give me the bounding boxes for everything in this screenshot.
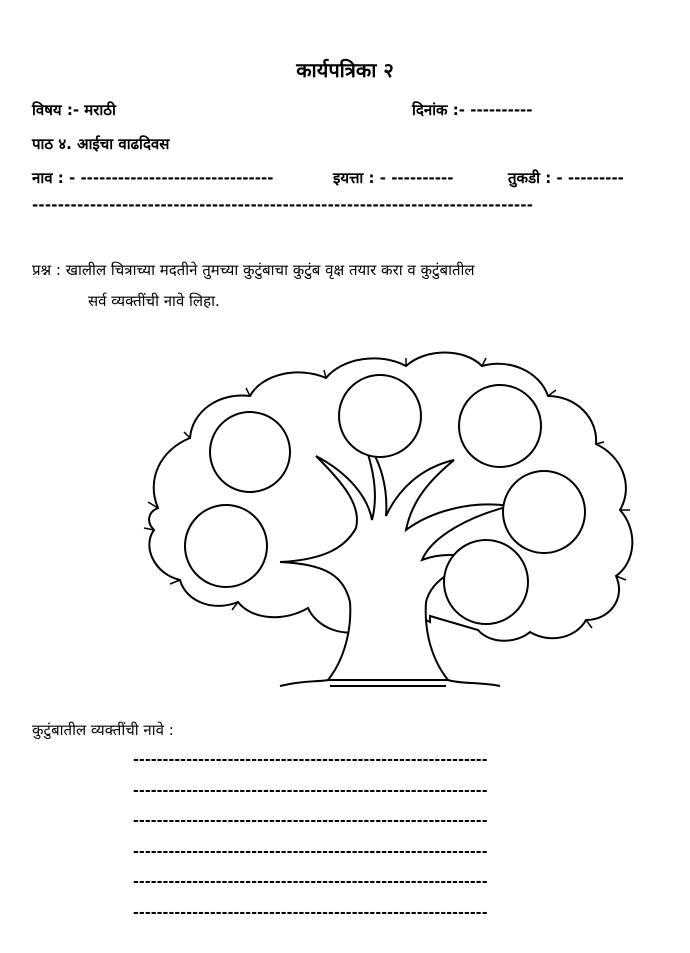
names-label: कुटुंबातील व्यक्तींची नावे : (32, 721, 174, 739)
standard-field: इयत्ता : - ---------- (333, 169, 454, 187)
question-line-2: सर्व व्यक्तींची नावे लिहा. (88, 292, 220, 310)
answer-line-2[interactable]: ------------------------------------------------------------ (133, 783, 488, 799)
family-circle-3 (459, 385, 541, 467)
family-circle-2 (339, 375, 421, 457)
family-tree-illustration (130, 340, 640, 700)
lesson-field: पाठ ४. आईचा वाढदिवस (32, 135, 170, 153)
division-field: तुकडी : - --------- (508, 169, 624, 187)
family-circle-6 (444, 540, 528, 624)
family-circle-1 (210, 412, 290, 492)
worksheet-title: कार्यपत्रिका २ (296, 58, 394, 82)
answer-line-3[interactable]: ------------------------------------------------------------ (133, 813, 488, 829)
answer-line-4[interactable]: ------------------------------------------------------------ (133, 844, 488, 860)
date-field: दिनांक :- ---------- (412, 101, 533, 119)
answer-line-6[interactable]: ------------------------------------------------------------ (133, 905, 488, 921)
family-circle-5 (503, 471, 585, 553)
name-field: नाव : - ------------------------------- (32, 169, 274, 187)
separator-line: ------------------------------------------------------------------------------ (32, 196, 534, 214)
answer-line-1[interactable]: ------------------------------------------------------------ (133, 752, 488, 768)
question-line-1: प्रश्न : खालील चित्राच्या मदतीने तुमच्या कुटुंबाचा कुटुंब वृक्ष तयार करा व कुटुंबातील (32, 261, 475, 279)
family-circle-4 (185, 505, 267, 587)
answer-line-5[interactable]: ------------------------------------------------------------ (133, 874, 488, 890)
subject-field: विषय :- मराठी (32, 101, 116, 119)
